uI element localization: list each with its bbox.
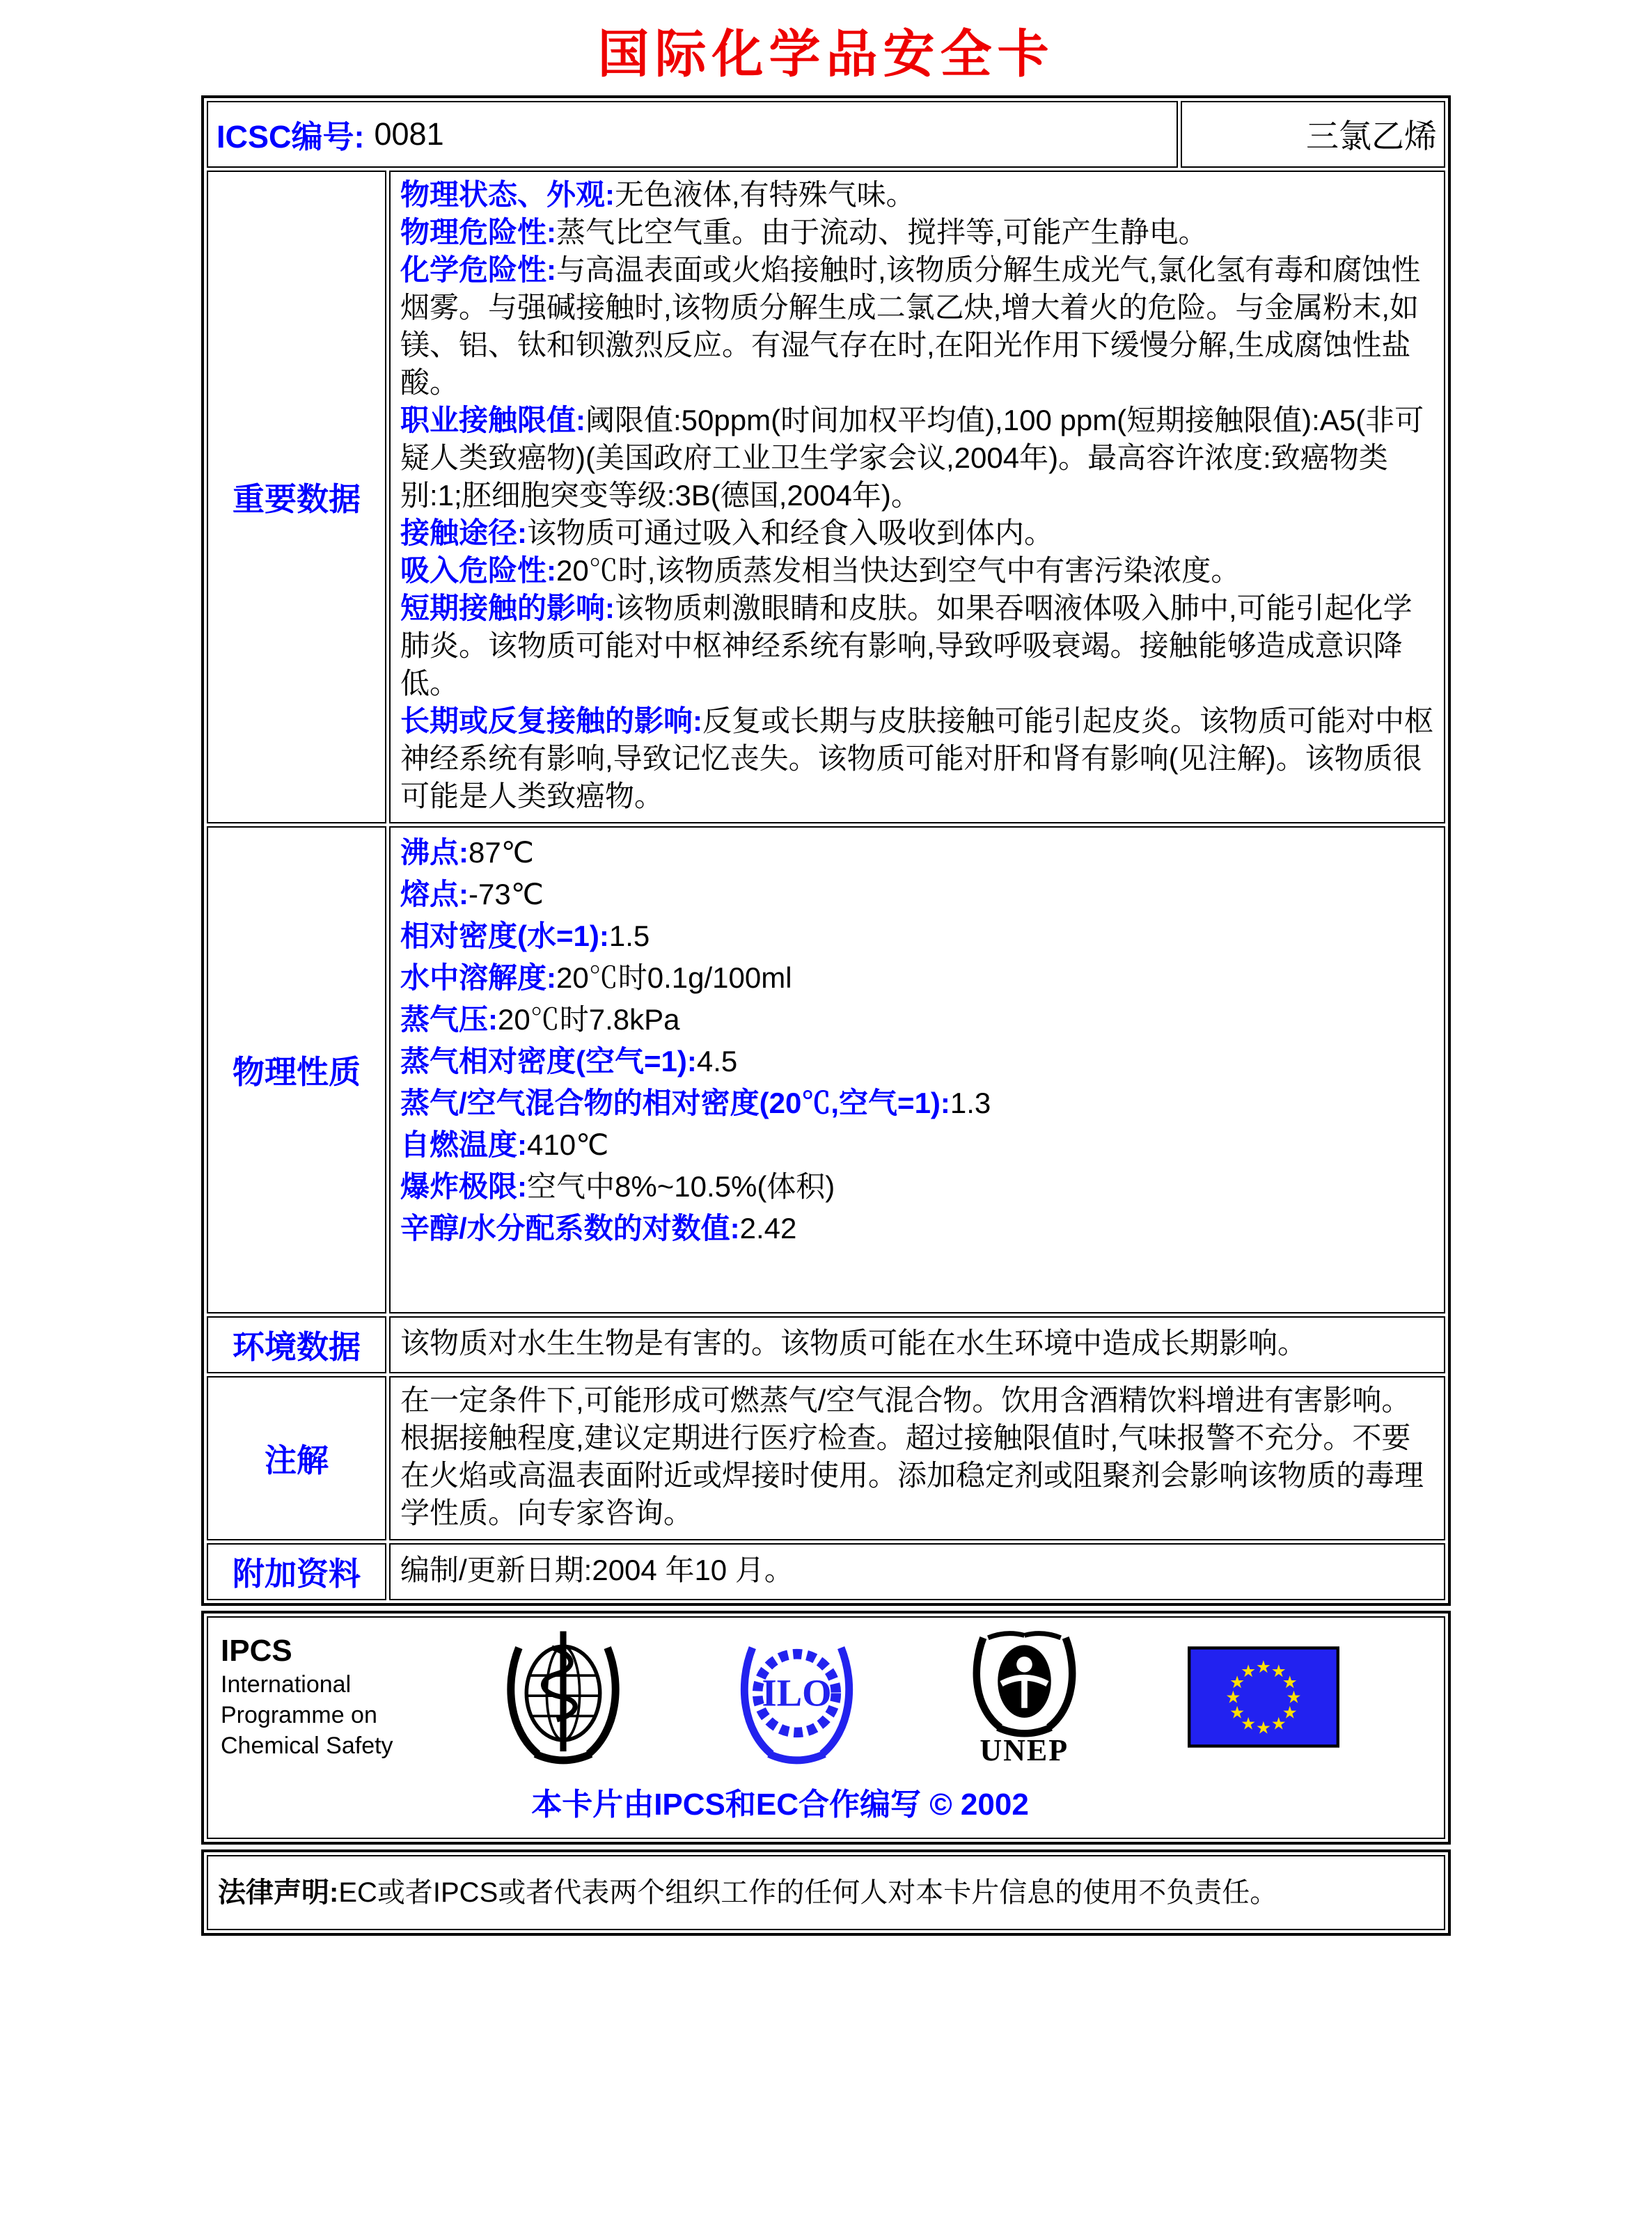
property-line [400,915,1434,957]
property-label: 水中溶解度: [400,961,556,994]
property-label: 爆炸极限: [400,1169,527,1203]
field-text: 该物质可通过吸入和经食入吸收到体内。 [527,516,1054,549]
property-label: 自燃温度: [400,1128,527,1161]
icsc-number-cell [207,101,1178,168]
svg-text:★: ★ [1229,1673,1245,1692]
legal-notice-text: EC或者IPCS或者代表两个组织工作的任何人对本卡片信息的使用不负责任。 [338,1877,1278,1908]
field-text: 该物质刺激眼睛和皮肤。如果吞咽液体吸入肺中,可能引起化学肺炎。该物质可能对中枢神经系统有影响,导致呼吸衰竭。接触能够造成意识降低。 [400,591,1413,700]
notes-text: 在一定条件下,可能形成可燃蒸气/空气混合物。饮用含酒精饮料增进有害影响。根据接触程度,建议定期进行医疗检查。超过接触限值时,气味报警不充分。不要在火焰或高温表面附近或焊接时使用。添加稳定剂或阻聚剂会影响该物质的毒理学性质。向专家咨询。 [400,1383,1424,1529]
svg-text:★: ★ [1241,1714,1257,1734]
property-line [400,1124,1434,1166]
field-text: 阈限值:50ppm(时间加权平均值),100 ppm(短期接触限值):A5(非可疑人类致癌物)(美国政府工业卫生学家会议,2004年)。最高容许浓度:致癌物类别:1;胚细胞突变等级:3B(德国,2004年)。 [400,403,1424,512]
logos-row [207,1616,1445,1839]
property-line [400,957,1434,999]
notes-content [389,1376,1445,1540]
svg-text:★: ★ [1271,1714,1287,1734]
ipcs-text-block [221,1633,395,1761]
eu-flag-logo [1188,1646,1339,1748]
eu-flag-icon [1188,1646,1339,1748]
important-data-row [207,171,1445,823]
chemical-name: 三氯乙烯 [1306,118,1437,155]
property-line [400,1082,1434,1124]
property-line [400,999,1434,1041]
legal-notice-label: 法律声明: [218,1877,339,1908]
property-label: 沸点: [400,835,469,869]
environmental-data-content [389,1316,1445,1373]
property-line [400,874,1434,915]
additional-info-row [207,1543,1445,1600]
property-value: 87℃ [469,835,534,869]
icsc-card [201,95,1451,1936]
ipcs-acronym: IPCS [221,1633,292,1668]
property-value: 空气中8%~10.5%(体积) [527,1169,835,1203]
svg-text:★: ★ [1241,1662,1257,1681]
property-label: 蒸气压: [400,1002,498,1036]
important-data-item [400,402,1434,514]
svg-text:★: ★ [1282,1703,1298,1723]
ipcs-line: Programme on [221,1701,377,1728]
notes-row-label: 注解 [207,1376,386,1540]
legal-table [201,1849,1451,1936]
svg-text:★: ★ [1282,1673,1298,1692]
property-line [400,1208,1434,1249]
header-row [207,101,1445,168]
physical-properties-content [389,826,1445,1313]
svg-text:★: ★ [1286,1688,1302,1707]
unep-logo [963,1628,1085,1766]
property-value: 20℃时7.8kPa [498,1002,680,1036]
unep-label: UNEP [980,1733,1069,1767]
legal-row [207,1855,1445,1930]
field-text: 与高温表面或火焰接触时,该物质分解生成光气,氯化氢有毒和腐蚀性烟雾。与强碱接触时,该物质分解生成二氯乙炔,增大着火的危险。与金属粉末,如镁、铝、钛和钡激烈反应。有湿气存在时,在阳光作用下缓慢分解,生成腐蚀性盐酸。 [400,253,1421,399]
ipcs-line: International [221,1671,352,1698]
additional-info-text: 编制/更新日期:2004 年10 月。 [400,1553,794,1586]
svg-text:★: ★ [1271,1662,1287,1681]
legal-notice-cell [207,1855,1445,1930]
property-value: -73℃ [469,877,544,910]
svg-text:★: ★ [1225,1688,1241,1707]
important-data-content [389,171,1445,823]
field-label: 职业接触限值: [400,403,585,436]
important-data-item [400,590,1434,702]
logos-cell [207,1616,1445,1839]
property-line [400,1041,1434,1082]
important-data-row-label: 重要数据 [207,171,386,823]
caption-text: 本卡片由IPCS和EC合作编写 [531,1787,922,1822]
svg-text:★: ★ [1255,1719,1272,1738]
property-value: 1.5 [608,919,650,952]
field-text: 无色液体,有特殊气味。 [615,177,915,211]
environmental-data-row-label: 环境数据 [207,1316,386,1373]
important-data-item [400,176,1434,214]
logos-band [221,1627,1339,1767]
important-data-item [400,251,1434,402]
ilo-logo-icon [732,1627,861,1767]
copyright-text: © 2002 [929,1787,1029,1822]
important-data-item [400,552,1434,590]
field-text: 蒸气比空气重。由于流动、搅拌等,可能产生静电。 [556,215,1208,248]
property-line [400,832,1434,874]
property-label: 熔点: [400,877,469,910]
property-value: 20℃时0.1g/100ml [556,961,792,994]
unep-logo-icon [963,1628,1085,1739]
who-logo [497,1627,629,1767]
physical-properties-row-label: 物理性质 [207,826,386,1313]
physical-properties-row [207,826,1445,1313]
cooperation-caption [221,1779,1339,1824]
property-value: 410℃ [527,1128,609,1161]
property-value: 1.3 [950,1086,991,1119]
ilo-logo [732,1627,861,1767]
main-table [201,95,1451,1606]
notes-row [207,1376,1445,1540]
property-label: 蒸气相对密度(空气=1): [400,1044,697,1078]
important-data-item [400,514,1434,552]
svg-text:★: ★ [1229,1703,1245,1723]
field-label: 物理状态、外观: [400,177,615,211]
field-label: 短期接触的影响: [400,591,615,624]
ipcs-line: Chemical Safety [221,1732,393,1759]
field-label: 物理危险性: [400,215,556,248]
field-text: 反复或长期与皮肤接触可能引起皮炎。该物质可能对中枢神经系统有影响,导致记忆丧失。该物质可能对肝和肾有影响(见注解)。该物质很可能是人类致癌物。 [400,704,1434,812]
page-title: 国际化学品安全卡 [597,25,1055,83]
svg-text:ILO: ILO [761,1671,832,1714]
property-value: 4.5 [696,1044,738,1078]
additional-info-content [389,1543,1445,1600]
who-logo-icon [497,1627,629,1767]
logos-table [201,1611,1451,1845]
field-label: 长期或反复接触的影响: [400,704,702,737]
icsc-number-label: ICSC编号: [217,119,365,155]
field-text: 20℃时,该物质蒸发相当快达到空气中有害污染浓度。 [556,553,1241,587]
property-label: 辛醇/水分配系数的对数值: [400,1211,740,1245]
chemical-name-cell [1181,101,1445,168]
svg-text:★: ★ [1255,1657,1272,1677]
property-label: 蒸气/空气混合物的相对密度(20℃,空气=1): [400,1086,950,1119]
property-label: 相对密度(水=1): [400,919,609,952]
property-line [400,1166,1434,1208]
field-label: 吸入危险性: [400,553,556,587]
important-data-item [400,702,1434,815]
important-data-item [400,214,1434,251]
field-label: 化学危险性: [400,253,556,286]
additional-info-row-label: 附加资料 [207,1543,386,1600]
environmental-data-text: 该物质对水生生物是有害的。该物质可能在水生环境中造成长期影响。 [400,1326,1307,1359]
field-label: 接触途径: [400,516,527,549]
property-value: 2.42 [739,1211,797,1245]
environmental-data-row [207,1316,1445,1373]
icsc-number-value: 0081 [374,116,444,152]
